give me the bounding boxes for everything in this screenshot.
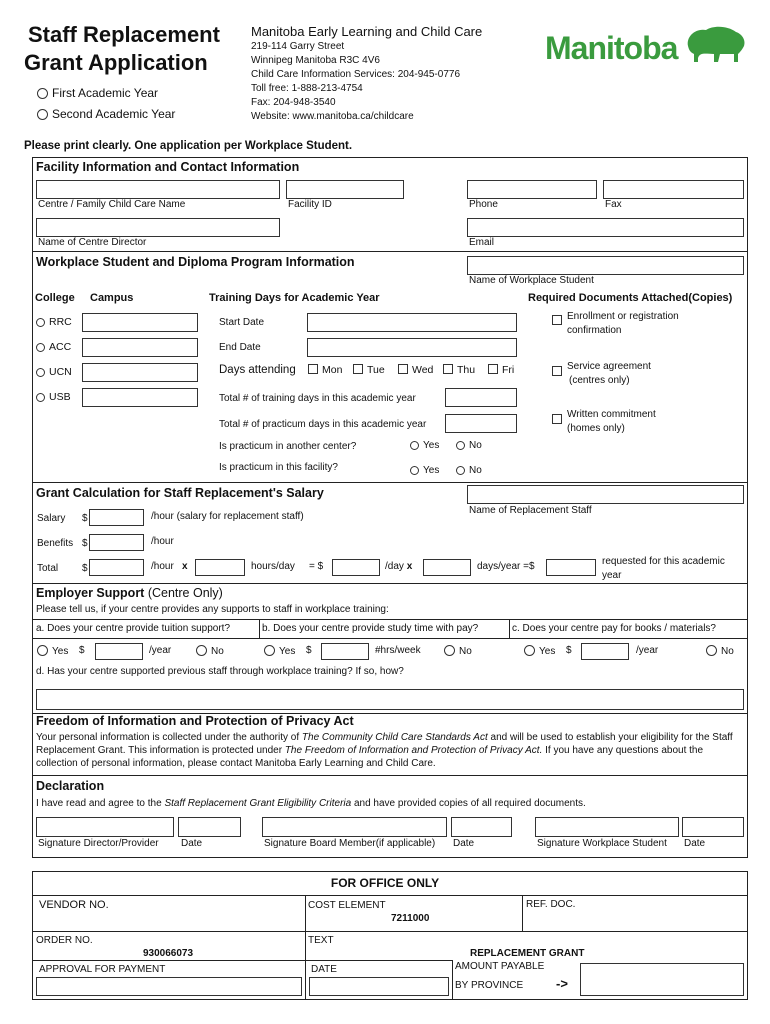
workplace-heading: Workplace Student and Diploma Program Information: [36, 255, 355, 269]
benefits-label: Benefits: [37, 538, 74, 549]
manitoba-logo: Manitoba: [545, 30, 678, 66]
divider: [32, 895, 748, 896]
required-docs-header: Required Documents Attached(Copies): [528, 292, 733, 304]
bison-icon: [684, 24, 748, 64]
wed-checkbox[interactable]: [398, 364, 408, 374]
director-signature-input[interactable]: [36, 817, 174, 837]
director-input[interactable]: [36, 218, 280, 237]
form-title-line1: Staff Replacement: [28, 22, 220, 47]
usb-radio[interactable]: [36, 393, 45, 402]
divider: [32, 960, 452, 961]
books-no[interactable]: No: [706, 645, 734, 657]
order-no-label: ORDER NO.: [36, 935, 93, 946]
practicum-other-no[interactable]: No: [456, 440, 482, 451]
question-a: a. Does your centre provide tuition support?: [36, 623, 230, 634]
divider: [32, 619, 748, 620]
study-time-no[interactable]: No: [444, 645, 472, 657]
date-office-label: DATE: [311, 964, 337, 975]
benefits-dollar: $: [82, 538, 88, 549]
days-year-label: days/year =$: [477, 561, 535, 572]
amount-payable-label-1: AMOUNT PAYABLE: [455, 961, 545, 972]
practicum-other-label: Is practicum in another center?: [219, 441, 357, 452]
doc-commitment-checkbox[interactable]: [552, 414, 566, 426]
order-no-value: 930066073: [143, 948, 194, 959]
grant-heading: Grant Calculation for Staff Replacement's Salary: [36, 486, 324, 500]
thu-checkbox[interactable]: [443, 364, 453, 374]
total-input[interactable]: [89, 559, 144, 576]
books-dollar: $: [566, 645, 572, 656]
question-b: b. Does your centre provide study time with pay?: [262, 623, 479, 634]
address-line: Toll free: 1-888-213-4754: [251, 83, 363, 94]
study-time-no-radio[interactable]: [444, 645, 455, 656]
ucn-radio[interactable]: [36, 368, 45, 377]
books-no-radio[interactable]: [706, 645, 717, 656]
email-input[interactable]: [467, 218, 744, 237]
salary-dollar: $: [82, 513, 88, 524]
campus-input-usb[interactable]: [82, 388, 198, 407]
divider: [509, 619, 510, 638]
date-label: Date: [453, 838, 475, 849]
text-value: REPLACEMENT GRANT: [470, 948, 585, 959]
requested-label-1: requested for this academic: [602, 556, 725, 567]
study-time-yes-radio[interactable]: [264, 645, 275, 656]
board-signature-input[interactable]: [262, 817, 447, 837]
practicum-other-yes-radio[interactable]: [410, 441, 419, 450]
requested-amount-input[interactable]: [546, 559, 596, 576]
divider: [32, 638, 748, 639]
amount-payable-input[interactable]: [580, 963, 744, 996]
end-date-input[interactable]: [307, 338, 517, 357]
study-time-input[interactable]: [321, 643, 369, 660]
question-c: c. Does your centre pay for books / materials?: [512, 623, 716, 634]
service-agreement-checkbox[interactable]: [552, 366, 562, 376]
hours-per-day-input[interactable]: [195, 559, 245, 576]
hours-day-label: hours/day: [251, 561, 295, 572]
question-d: d. Has your centre supported previous staff through workplace training? If so, how?: [36, 666, 404, 677]
divider: [32, 482, 748, 483]
books-amount-input[interactable]: [581, 643, 629, 660]
practicum-this-label: Is practicum in this facility?: [219, 462, 338, 473]
fri-checkbox[interactable]: [488, 364, 498, 374]
student-name-input[interactable]: [467, 256, 744, 275]
doc-enrollment-checkbox[interactable]: [552, 315, 566, 327]
tuition-yes[interactable]: Yes: [37, 645, 68, 657]
fax-label: Fax: [605, 199, 622, 210]
mon-checkbox[interactable]: [308, 364, 318, 374]
start-date-label: Start Date: [219, 317, 265, 328]
cost-element-label: COST ELEMENT: [308, 900, 386, 911]
board-signature-label: Signature Board Member(if applicable): [264, 838, 436, 849]
tuition-year-label: /year: [149, 645, 172, 656]
tuition-no-radio[interactable]: [196, 645, 207, 656]
requested-label-2: year: [602, 570, 622, 581]
days-attending-label: Days attending: [219, 364, 296, 376]
day-checkbox-fri[interactable]: Fri: [488, 364, 514, 376]
day-checkbox-thu[interactable]: Thu: [443, 364, 475, 376]
total-dollar: $: [82, 563, 88, 574]
replacement-staff-input[interactable]: [467, 485, 744, 504]
divider: [32, 775, 748, 776]
facility-id-label: Facility ID: [288, 199, 332, 210]
divider: [259, 619, 260, 638]
day-checkbox-mon[interactable]: Mon: [308, 364, 342, 376]
fax-input[interactable]: [603, 180, 744, 199]
campus-input-acc[interactable]: [82, 338, 198, 357]
email-label: Email: [469, 237, 495, 248]
student-date-input[interactable]: [682, 817, 744, 837]
declaration-text: I have read and agree to the Staff Replacement Grant Eligibility Criteria and have provided copies of all required documents.: [36, 798, 586, 809]
previous-support-input[interactable]: [36, 689, 744, 710]
centre-name-label: Centre / Family Child Care Name: [38, 199, 186, 210]
study-time-dollar: $: [306, 645, 312, 656]
director-label: Name of Centre Director: [38, 237, 147, 248]
address-line: Fax: 204-948-3540: [251, 97, 336, 108]
vendor-no-label: VENDOR NO.: [39, 899, 109, 911]
text-label: TEXT: [308, 935, 334, 946]
college-header: College: [35, 292, 75, 304]
replacement-staff-label: Name of Replacement Staff: [469, 505, 592, 516]
doc-service-checkbox[interactable]: [552, 366, 566, 378]
books-yes-radio[interactable]: [524, 645, 535, 656]
employer-intro: Please tell us, if your centre provides any supports to staff in workplace training:: [36, 604, 389, 615]
tuition-no[interactable]: No: [196, 645, 224, 657]
day-label: /day x: [385, 561, 413, 572]
total-training-label: Total # of training days in this academic year: [219, 393, 416, 404]
acc-radio[interactable]: [36, 343, 45, 352]
enrollment-checkbox[interactable]: [552, 315, 562, 325]
second-year-radio[interactable]: [37, 109, 48, 120]
practicum-this-yes[interactable]: Yes: [410, 465, 439, 476]
practicum-other-no-radio[interactable]: [456, 441, 465, 450]
divider: [522, 895, 523, 931]
tuition-amount-input[interactable]: [95, 643, 143, 660]
second-year-option[interactable]: Second Academic Year: [37, 107, 175, 121]
approval-label: APPROVAL FOR PAYMENT: [39, 964, 166, 975]
privacy-text: Your personal information is collected under the authority of The Community Child Care Standards Act and will be used to establish your eligibility for the Staff Replacement Grant. This information is protected under The Freedom of Information and Protection of Privacy Act. If you have any questions about the collection of personal information, please contact Manitoba Early Learning and Child Care.: [36, 732, 733, 769]
address-line: Winnipeg Manitoba R3C 4V6: [251, 55, 380, 66]
benefits-hour-label: /hour: [151, 536, 174, 547]
centre-name-input[interactable]: [36, 180, 280, 199]
first-year-option[interactable]: First Academic Year: [37, 86, 158, 100]
college-option-usb[interactable]: USB: [36, 391, 71, 403]
director-signature-label: Signature Director/Provider: [38, 838, 159, 849]
college-option-ucn[interactable]: UCN: [36, 366, 72, 378]
end-date-label: End Date: [219, 342, 261, 353]
study-time-yes[interactable]: Yes: [264, 645, 295, 657]
tuition-dollar: $: [79, 645, 85, 656]
instruction-text: Please print clearly. One application per Workplace Student.: [24, 140, 353, 152]
day-checkbox-wed[interactable]: Wed: [398, 364, 433, 376]
amount-payable-label-2: BY PROVINCE: [455, 980, 524, 991]
books-year-label: /year: [636, 645, 659, 656]
declaration-heading: Declaration: [36, 779, 105, 793]
doc-service-label-2: (centres only): [569, 375, 630, 386]
address-line: Child Care Information Services: 204-945-0776: [251, 69, 460, 80]
tuition-yes-radio[interactable]: [37, 645, 48, 656]
address-line: Website: www.manitoba.ca/childcare: [251, 111, 414, 122]
arrow-icon: ->: [556, 976, 568, 991]
divider: [305, 895, 306, 1000]
practicum-other-yes[interactable]: Yes: [410, 440, 439, 451]
hrs-week-label: #hrs/week: [375, 645, 421, 656]
student-signature-input[interactable]: [535, 817, 679, 837]
date-label: Date: [684, 838, 706, 849]
multiply-sign: x: [182, 561, 188, 572]
salary-hour-label: /hour (salary for replacement staff): [151, 511, 304, 522]
benefits-input[interactable]: [89, 534, 144, 551]
phone-input[interactable]: [467, 180, 597, 199]
total-label: Total: [37, 563, 59, 574]
practicum-this-no-radio[interactable]: [456, 466, 465, 475]
rrc-radio[interactable]: [36, 318, 45, 327]
first-year-radio[interactable]: [37, 88, 48, 99]
training-days-header: Training Days for Academic Year: [209, 292, 380, 304]
equals-dollar: = $: [309, 561, 324, 572]
office-heading: FOR OFFICE ONLY: [330, 876, 440, 890]
campus-input-rrc[interactable]: [82, 313, 198, 332]
org-name: Manitoba Early Learning and Child Care: [251, 24, 483, 39]
college-option-rrc[interactable]: RRC: [36, 316, 72, 328]
doc-commitment-label-1: Written commitment: [567, 409, 656, 420]
doc-enrollment-label-2: confirmation: [567, 325, 622, 336]
divider: [32, 583, 748, 584]
day-checkbox-tue[interactable]: Tue: [353, 364, 385, 376]
facility-heading: Facility Information and Contact Information: [36, 160, 300, 174]
practicum-this-yes-radio[interactable]: [410, 466, 419, 475]
books-yes[interactable]: Yes: [524, 645, 555, 657]
student-name-label: Name of Workplace Student: [469, 275, 594, 286]
salary-input[interactable]: [89, 509, 144, 526]
total-practicum-input[interactable]: [445, 414, 517, 433]
tue-checkbox[interactable]: [353, 364, 363, 374]
employer-heading: Employer Support (Centre Only): [36, 586, 223, 600]
privacy-heading: Freedom of Information and Protection of Privacy Act: [36, 714, 354, 728]
doc-enrollment-label-1: Enrollment or registration: [567, 311, 679, 322]
campus-input-ucn[interactable]: [82, 363, 198, 382]
divider: [32, 251, 748, 252]
phone-label: Phone: [469, 199, 498, 210]
form-title-line2: Grant Application: [24, 50, 208, 75]
office-date-input[interactable]: [309, 977, 449, 996]
campus-header: Campus: [90, 292, 134, 304]
total-training-input[interactable]: [445, 388, 517, 407]
college-option-acc[interactable]: ACC: [36, 341, 71, 353]
director-date-input[interactable]: [178, 817, 241, 837]
per-day-input[interactable]: [332, 559, 380, 576]
address-line: 219-114 Garry Street: [251, 41, 345, 52]
salary-label: Salary: [37, 513, 66, 524]
divider: [32, 931, 748, 932]
total-practicum-label: Total # of practicum days in this academic year: [219, 419, 427, 430]
board-date-input[interactable]: [451, 817, 512, 837]
ref-doc-label: REF. DOC.: [526, 899, 576, 910]
cost-element-value: 7211000: [391, 913, 430, 924]
doc-commitment-label-2: (homes only): [567, 423, 625, 434]
date-label: Date: [181, 838, 203, 849]
divider: [452, 960, 453, 1000]
total-hour-label: /hour: [151, 561, 174, 572]
facility-id-input[interactable]: [286, 180, 404, 199]
student-signature-label: Signature Workplace Student: [537, 838, 667, 849]
approval-input[interactable]: [36, 977, 302, 996]
practicum-this-no[interactable]: No: [456, 465, 482, 476]
start-date-input[interactable]: [307, 313, 517, 332]
written-commitment-checkbox[interactable]: [552, 414, 562, 424]
doc-service-label-1: Service agreement: [567, 361, 651, 372]
days-per-year-input[interactable]: [423, 559, 471, 576]
